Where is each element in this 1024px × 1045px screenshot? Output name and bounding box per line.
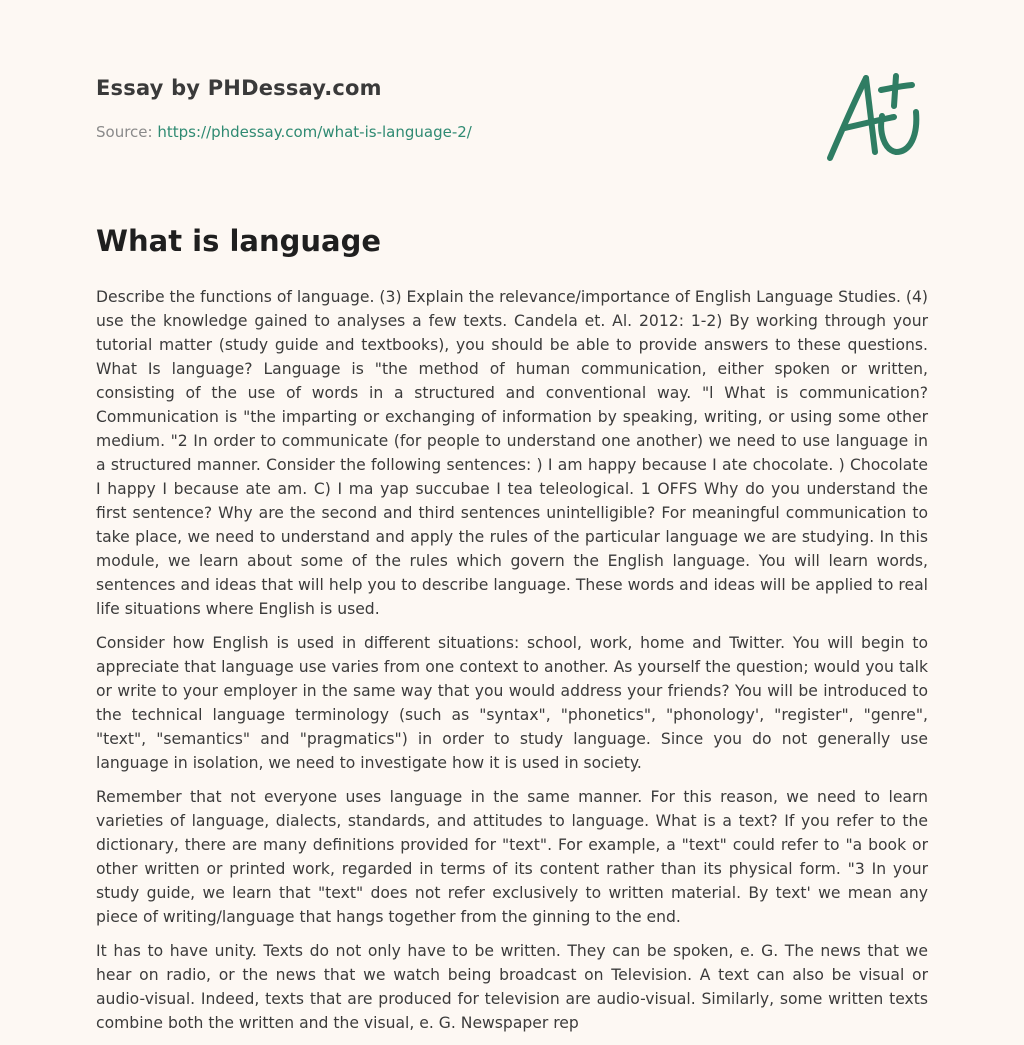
source-link[interactable]: https://phdessay.com/what-is-language-2/ [157,123,472,141]
a-plus-grade-icon [824,68,924,164]
essay-page [96,0,928,1044]
article-title: What is language [96,224,382,258]
article-paragraph: It has to have unity. Texts do not only have to be written. They can be spoken, e. G. The news that we hear on radio, or the news that we watch being broadcast on Television. A text can also be visual or audio-visual. Indeed, texts that are produced for television are audio-visual. Similarly, some written texts combine both the written and the visual, e. G. Newspaper rep [96,942,928,1032]
article-body [96,285,928,1045]
source-label: Source: [96,123,153,141]
article-paragraph: Remember that not everyone uses language in the same manner. For this reason, we need to learn varieties of language, dialects, standards, and attitudes to language. What is a text? If you refer to the dictionary, there are many definitions provided for "text". For example, a "text" could refer to "a book or other written or printed work, regarded in terms of its content rather than its physical form. "3 In your study guide, we learn that "text" does not refer exclusively to written material. By text' we mean any piece of writing/language that hangs together from the ginning to the end. [96,788,928,926]
article-paragraph: Describe the functions of language. (3) Explain the relevance/importance of English Language Studies. (4) use the knowledge gained to analyses a few texts. Candela et. Al. 2012: 1-2) By working through your tutorial matter (study guide and textbooks), you should be able to provide answers to these questions. What Is language? Language is "the method of human communication, either spoken or written, consisting of the use of words in a structured and conventional way. "l What is communication? Communication is "the imparting or exchanging of information by speaking, writing, or using some other medium. "2 In order to communicate (for people to understand one another) we need to use language in a structured manner. Consider the following sentences: ) I am happy because I ate chocolate. ) Chocolate I happy I because ate am. C) I ma yap succubae I tea teleological. 1 OFFS Why do you understand the first sentence? Why are the second and third sentences unintelligible? For meaningful communication to take place, we need to understand and apply the rules of the particular language we are studying. In this module, we learn about some of the rules which govern the English language. You will learn words, sentences and ideas that will help you to describe language. These words and ideas will be applied to real life situations where English is used. [96,288,928,618]
source-line [96,123,472,141]
article-paragraph: Consider how English is used in different situations: school, work, home and Twitter. You will begin to appreciate that language use varies from one context to another. As yourself the question; would you talk or write to your employer in the same way that you would address your friends? You will be introduced to the technical language terminology (such as "syntax", "phonetics", "phonology', "register", "genre", "text", "semantics" and "pragmatics") in order to study language. Since you do not generally use language in isolation, we need to investigate how it is used in society. [96,634,928,772]
site-name: Essay by PHDessay.com [96,76,382,100]
